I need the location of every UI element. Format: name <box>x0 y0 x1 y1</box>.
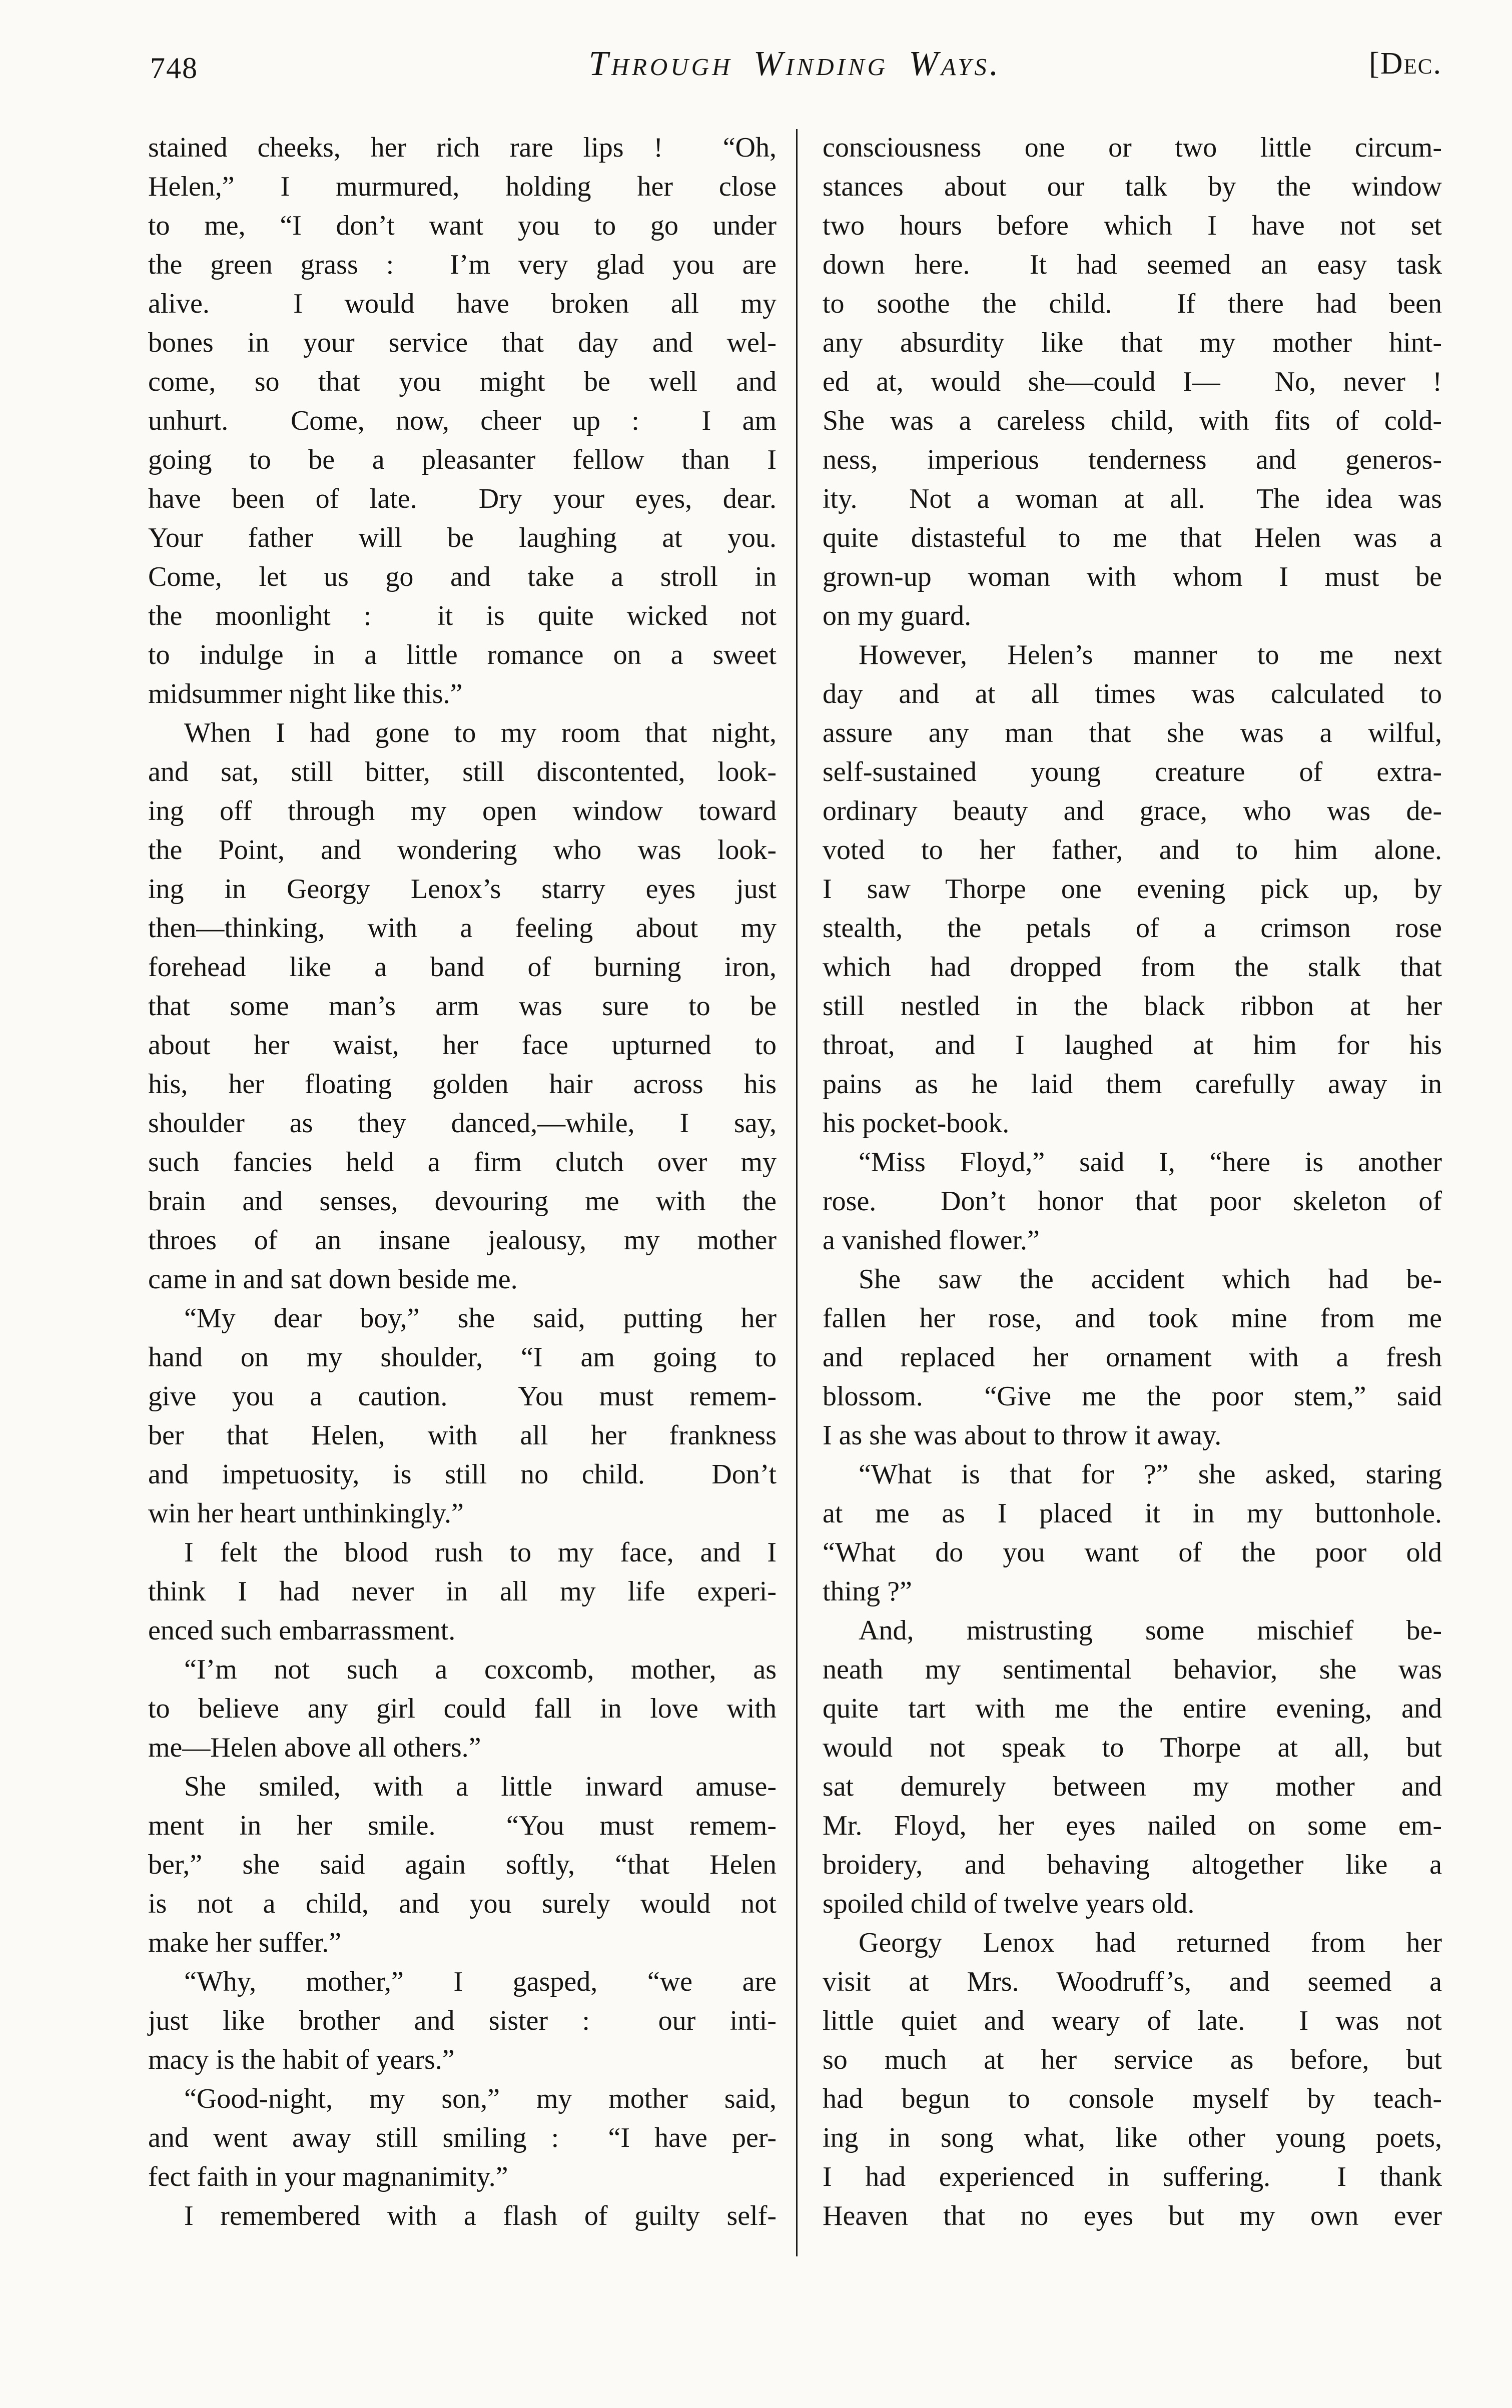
text-line: so much at her service as before, but <box>823 2044 1442 2075</box>
text-line: ed at, would she—could I— No, never ! <box>823 366 1442 397</box>
text-line: have been of late. Dry your eyes, dear. <box>148 483 777 514</box>
text-line: blossom. “Give me the poor stem,” said <box>823 1381 1442 1412</box>
text-line: “I’m not such a coxcomb, mother, as <box>184 1654 777 1685</box>
text-line: me—Helen above all others.” <box>148 1732 481 1763</box>
text-line: the Point, and wondering who was look- <box>148 835 777 866</box>
running-title: Through Winding Ways. <box>588 45 1002 83</box>
text-line: When I had gone to my room that night, <box>184 717 777 748</box>
text-line: fect faith in your magnanimity.” <box>148 2161 508 2192</box>
text-line: neath my sentimental behavior, she was <box>823 1654 1442 1685</box>
text-line: little quiet and weary of late. I was not <box>823 2005 1442 2036</box>
text-line: then—thinking, with a feeling about my <box>148 913 777 944</box>
text-line: consciousness one or two little circum- <box>823 132 1442 163</box>
text-line: still nestled in the black ribbon at her <box>823 991 1442 1022</box>
right-text-column <box>823 128 1442 2235</box>
text-line: Helen,” I murmured, holding her close <box>148 171 777 202</box>
text-line: brain and senses, devouring me with the <box>148 1186 777 1217</box>
column-divider-rule <box>796 129 798 2256</box>
text-line: visit at Mrs. Woodruff’s, and seemed a <box>823 1966 1442 1997</box>
text-line: stained cheeks, her rich rare lips ! “Oh, <box>148 132 777 163</box>
text-line: shoulder as they danced,—while, I say, <box>148 1108 777 1139</box>
text-line: ing in song what, like other young poets, <box>823 2122 1442 2153</box>
text-line: unhurt. Come, now, cheer up : I am <box>148 405 777 436</box>
text-line: spoiled child of twelve years old. <box>823 1888 1195 1919</box>
text-line: hand on my shoulder, “I am going to <box>148 1342 777 1373</box>
text-line: think I had never in all my life experi- <box>148 1576 777 1607</box>
text-line: She smiled, with a little inward amuse- <box>184 1771 777 1802</box>
text-line: and impetuosity, is still no child. Don’t <box>148 1459 777 1490</box>
text-line: alive. I would have broken all my <box>148 288 777 319</box>
text-line: his pocket-book. <box>823 1108 1010 1139</box>
text-line: win her heart unthinkingly.” <box>148 1498 464 1529</box>
text-line: down here. It had seemed an easy task <box>823 249 1442 280</box>
text-line: midsummer night like this.” <box>148 678 463 709</box>
text-line: I felt the blood rush to my face, and I <box>184 1537 777 1568</box>
text-line: pains as he laid them carefully away in <box>823 1069 1442 1100</box>
text-line: day and at all times was calculated to <box>823 678 1442 709</box>
text-line: and went away still smiling : “I have per- <box>148 2122 777 2153</box>
text-line: give you a caution. You must remem- <box>148 1381 777 1412</box>
text-line: assure any man that she was a wilful, <box>823 717 1442 748</box>
text-line: Come, let us go and take a stroll in <box>148 561 777 592</box>
text-line: ing in Georgy Lenox’s starry eyes just <box>148 874 777 905</box>
text-line: the green grass : I’m very glad you are <box>148 249 777 280</box>
text-line: about her waist, her face upturned to <box>148 1030 777 1061</box>
text-line: ing off through my open window toward <box>148 795 777 827</box>
text-line: such fancies held a firm clutch over my <box>148 1147 777 1178</box>
text-line: the moonlight : it is quite wicked not <box>148 600 777 631</box>
text-line: throat, and I laughed at him for his <box>823 1030 1442 1061</box>
page-number: 748 <box>150 52 198 85</box>
text-line: voted to her father, and to him alone. <box>823 835 1442 866</box>
text-line: to soothe the child. If there had been <box>823 288 1442 319</box>
text-line: ment in her smile. “You must remem- <box>148 1810 777 1841</box>
text-line: I as she was about to throw it away. <box>823 1420 1222 1451</box>
text-line: quite tart with me the entire evening, and <box>823 1693 1442 1724</box>
text-line: make her suffer.” <box>148 1927 342 1958</box>
text-line: “Good-night, my son,” my mother said, <box>184 2083 777 2114</box>
text-line: his, her floating golden hair across his <box>148 1069 777 1100</box>
text-line: “What is that for ?” she asked, staring <box>859 1459 1442 1490</box>
text-line: and sat, still bitter, still discontented, look- <box>148 756 777 787</box>
text-line: fallen her rose, and took mine from me <box>823 1303 1442 1334</box>
left-text-column <box>148 128 777 2235</box>
text-line: I saw Thorpe one evening pick up, by <box>823 874 1442 905</box>
text-line: came in and sat down beside me. <box>148 1264 518 1295</box>
text-line: And, mistrusting some mischief be- <box>859 1615 1442 1646</box>
text-line: “What do you want of the poor old <box>823 1537 1442 1568</box>
text-line: I remembered with a flash of guilty self- <box>184 2200 777 2231</box>
issue-date: [Dec. <box>1369 47 1442 81</box>
text-line: self-sustained young creature of extra- <box>823 756 1442 787</box>
text-line: going to be a pleasanter fellow than I <box>148 444 777 475</box>
text-line: at me as I placed it in my buttonhole. <box>823 1498 1442 1529</box>
text-line: “Why, mother,” I gasped, “we are <box>184 1966 777 1997</box>
text-line: grown-up woman with whom I must be <box>823 561 1442 592</box>
text-line: come, so that you might be well and <box>148 366 777 397</box>
text-line: sat demurely between my mother and <box>823 1771 1442 1802</box>
text-line: stealth, the petals of a crimson rose <box>823 913 1442 944</box>
text-line: stances about our talk by the window <box>823 171 1442 202</box>
text-line: enced such embarrassment. <box>148 1615 456 1646</box>
text-line: just like brother and sister : our inti- <box>148 2005 777 2036</box>
text-line: broidery, and behaving altogether like a <box>823 1849 1442 1880</box>
text-line: throes of an insane jealousy, my mother <box>148 1225 777 1256</box>
text-line: thing ?” <box>823 1576 912 1607</box>
text-line: Heaven that no eyes but my own ever <box>823 2200 1442 2231</box>
text-line: quite distasteful to me that Helen was a <box>823 522 1442 553</box>
text-line: which had dropped from the stalk that <box>823 952 1442 983</box>
text-line: She saw the accident which had be- <box>859 1264 1442 1295</box>
text-line: forehead like a band of burning iron, <box>148 952 777 983</box>
text-line: and replaced her ornament with a fresh <box>823 1342 1442 1373</box>
text-line: She was a careless child, with fits of cold- <box>823 405 1442 436</box>
text-line: I had experienced in suffering. I thank <box>823 2161 1442 2192</box>
text-line: to indulge in a little romance on a sweet <box>148 639 777 670</box>
running-head <box>148 44 1442 99</box>
text-line: ber that Helen, with all her frankness <box>148 1420 777 1451</box>
text-line: a vanished flower.” <box>823 1225 1040 1256</box>
text-line: rose. Don’t honor that poor skeleton of <box>823 1186 1442 1217</box>
text-line: would not speak to Thorpe at all, but <box>823 1732 1442 1763</box>
text-line: “Miss Floyd,” said I, “here is another <box>859 1147 1442 1178</box>
text-line: “My dear boy,” she said, putting her <box>184 1303 777 1334</box>
text-line: Your father will be laughing at you. <box>148 522 777 553</box>
text-line: that some man’s arm was sure to be <box>148 991 777 1022</box>
text-line: ity. Not a woman at all. The idea was <box>823 483 1442 514</box>
text-line: ber,” she said again softly, “that Helen <box>148 1849 777 1880</box>
text-line: ness, imperious tenderness and generos- <box>823 444 1442 475</box>
text-line: two hours before which I have not set <box>823 210 1442 241</box>
text-line: on my guard. <box>823 600 972 631</box>
text-line: to me, “I don’t want you to go under <box>148 210 777 241</box>
text-line: is not a child, and you surely would not <box>148 1888 777 1919</box>
text-line: However, Helen’s manner to me next <box>859 639 1442 670</box>
text-line: bones in your service that day and wel- <box>148 327 777 358</box>
text-line: Mr. Floyd, her eyes nailed on some em- <box>823 1810 1442 1841</box>
text-line: ordinary beauty and grace, who was de- <box>823 795 1442 827</box>
text-line: macy is the habit of years.” <box>148 2044 455 2075</box>
text-line: to believe any girl could fall in love with <box>148 1693 777 1724</box>
text-line: Georgy Lenox had returned from her <box>859 1927 1442 1958</box>
text-line: any absurdity like that my mother hint- <box>823 327 1442 358</box>
text-line: had begun to console myself by teach- <box>823 2083 1442 2114</box>
